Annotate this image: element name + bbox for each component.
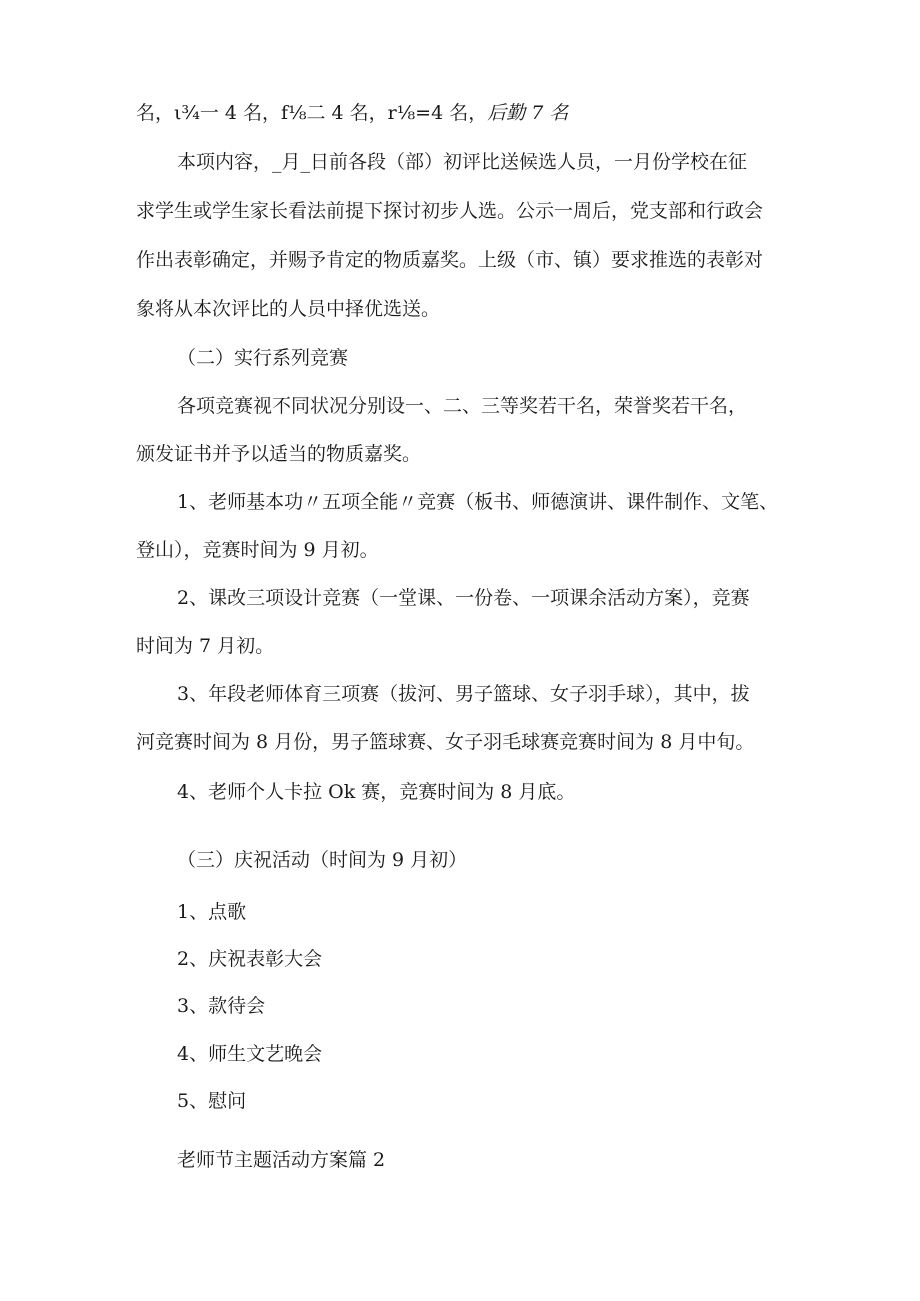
text-line [136, 99, 568, 127]
activity-item: 2、庆祝表彰大会 [177, 948, 323, 970]
paragraph-line: 颁发证书并予以适当的物质嘉奖。 [136, 443, 422, 465]
paragraph-line: 各项竞赛视不同状况分别设一、二、三等奖若干名，荣誉奖若干名， [177, 395, 748, 417]
section-heading: （二）实行系列竞赛 [177, 347, 349, 369]
paragraph-line: 本项内容，_月_日前各段（部）初评比送候选人员，一月份学校在征 [177, 151, 748, 173]
next-section-title: 老师节主题活动方案篇 2 [177, 1149, 386, 1171]
list-item-line: 1、老师基本功〃五项全能〃竞赛（板书、师德演讲、课件制作、文笔、 [177, 491, 779, 513]
text-line-body: 名，ι¾一 4 名，f⅛二 4 名，r⅛=4 名， [136, 102, 488, 124]
activity-item: 1、点歌 [177, 901, 247, 923]
activity-item: 3、款待会 [177, 995, 266, 1017]
text-line-italic: 后勤 7 名 [487, 102, 569, 124]
list-item-line: 4、老师个人卡拉 Ok 赛，竞赛时间为 8 月底。 [177, 781, 576, 803]
list-item-line: 3、年段老师体育三项赛（拔河、男子篮球、女子羽手球），其中，拔 [177, 683, 750, 705]
activity-item: 4、师生文艺晚会 [177, 1043, 323, 1065]
paragraph-line: 象将从本次评比的人员中择优选送。 [136, 298, 441, 320]
list-item-line: 时间为 7 月初。 [136, 635, 275, 657]
paragraph-line: 作出表彰确定，并赐予肯定的物质嘉奖。上级（市、镇）要求推选的表彰对 [136, 249, 764, 271]
list-item-line: 登山），竞赛时间为 9 月初。 [136, 539, 379, 561]
activity-item: 5、慰问 [177, 1090, 247, 1112]
list-item-line: 河竞赛时间为 8 月份，男子篮球赛、女子羽毛球赛竞赛时间为 8 月中旬。 [136, 731, 755, 753]
paragraph-line: 求学生或学生家长看法前提下探讨初步人选。公示一周后，党支部和行政会 [136, 200, 764, 222]
section-heading: （三）庆祝活动（时间为 9 月初） [177, 849, 468, 871]
list-item-line: 2、课改三项设计竞赛（一堂课、一份卷、一项课余活动方案），竞赛 [177, 587, 750, 609]
